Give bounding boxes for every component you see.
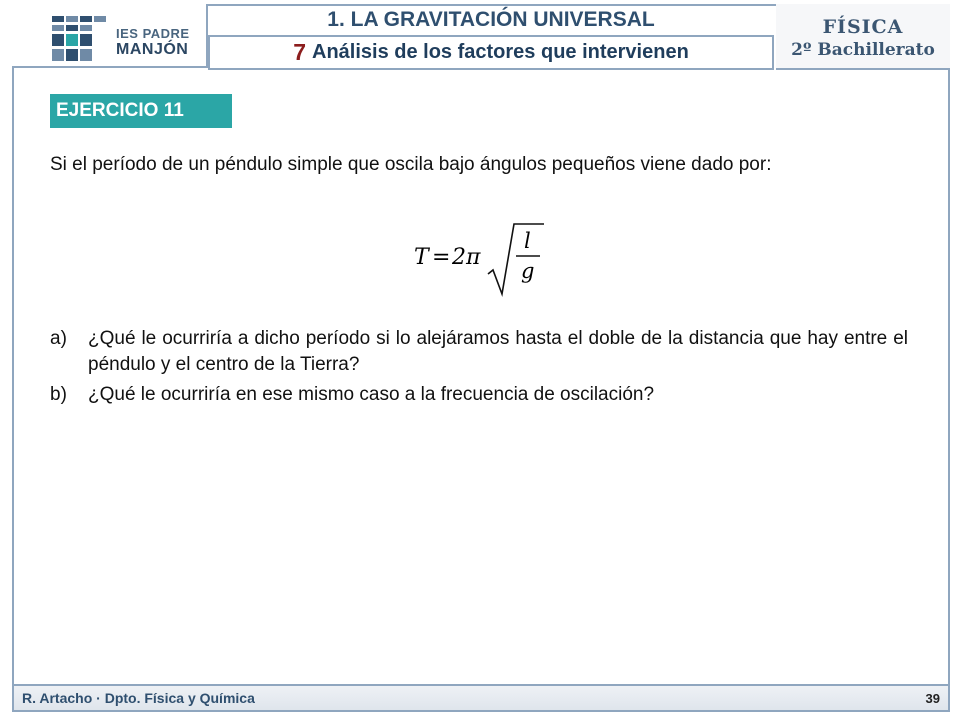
section-text: Análisis de los factores que intervienen <box>312 41 689 63</box>
formula-lhs: T <box>414 245 429 270</box>
question-label: b) <box>50 384 67 405</box>
section-number: 7 <box>293 39 306 65</box>
pendulum-period-formula <box>410 222 550 298</box>
question-item-b <box>50 382 908 408</box>
formula-equals: = <box>432 245 451 270</box>
exercise-badge: EJERCICIO 11 <box>50 94 232 128</box>
logo-grid-icon <box>52 16 108 64</box>
question-label: a) <box>50 328 67 349</box>
logo-line2: MANJÓN <box>116 41 189 58</box>
formula-denominator: g <box>521 259 535 283</box>
question-text: ¿Qué le ocurriría a dicho período si lo alejáramos hasta el doble de la distancia que hay entre el péndulo y el centro de la Tierra? <box>88 328 908 375</box>
page-number: 39 <box>925 690 940 706</box>
footer-author: R. Artacho · Dpto. Física y Química <box>22 690 255 706</box>
exercise-intro: Si el período de un péndulo simple que oscila bajo ángulos pequeños viene dado por: <box>50 154 772 175</box>
slide-footer <box>14 684 948 710</box>
formula-coef: 2π <box>452 245 481 270</box>
course-box <box>776 4 950 70</box>
formula-numerator: l <box>524 229 531 253</box>
question-item-a <box>50 326 908 378</box>
logo-line1: IES PADRE <box>116 26 190 41</box>
course-subject: FÍSICA <box>822 16 904 38</box>
unit-title: 1. LA GRAVITACIÓN UNIVERSAL <box>208 4 774 37</box>
logo-text <box>116 26 190 58</box>
school-logo <box>12 4 208 68</box>
square-root-icon <box>488 224 544 294</box>
section-title <box>208 37 774 70</box>
question-text: ¿Qué le ocurriría en ese mismo caso a la frecuencia de oscilación? <box>88 384 655 405</box>
course-level: 2º Bachillerato <box>791 40 935 60</box>
